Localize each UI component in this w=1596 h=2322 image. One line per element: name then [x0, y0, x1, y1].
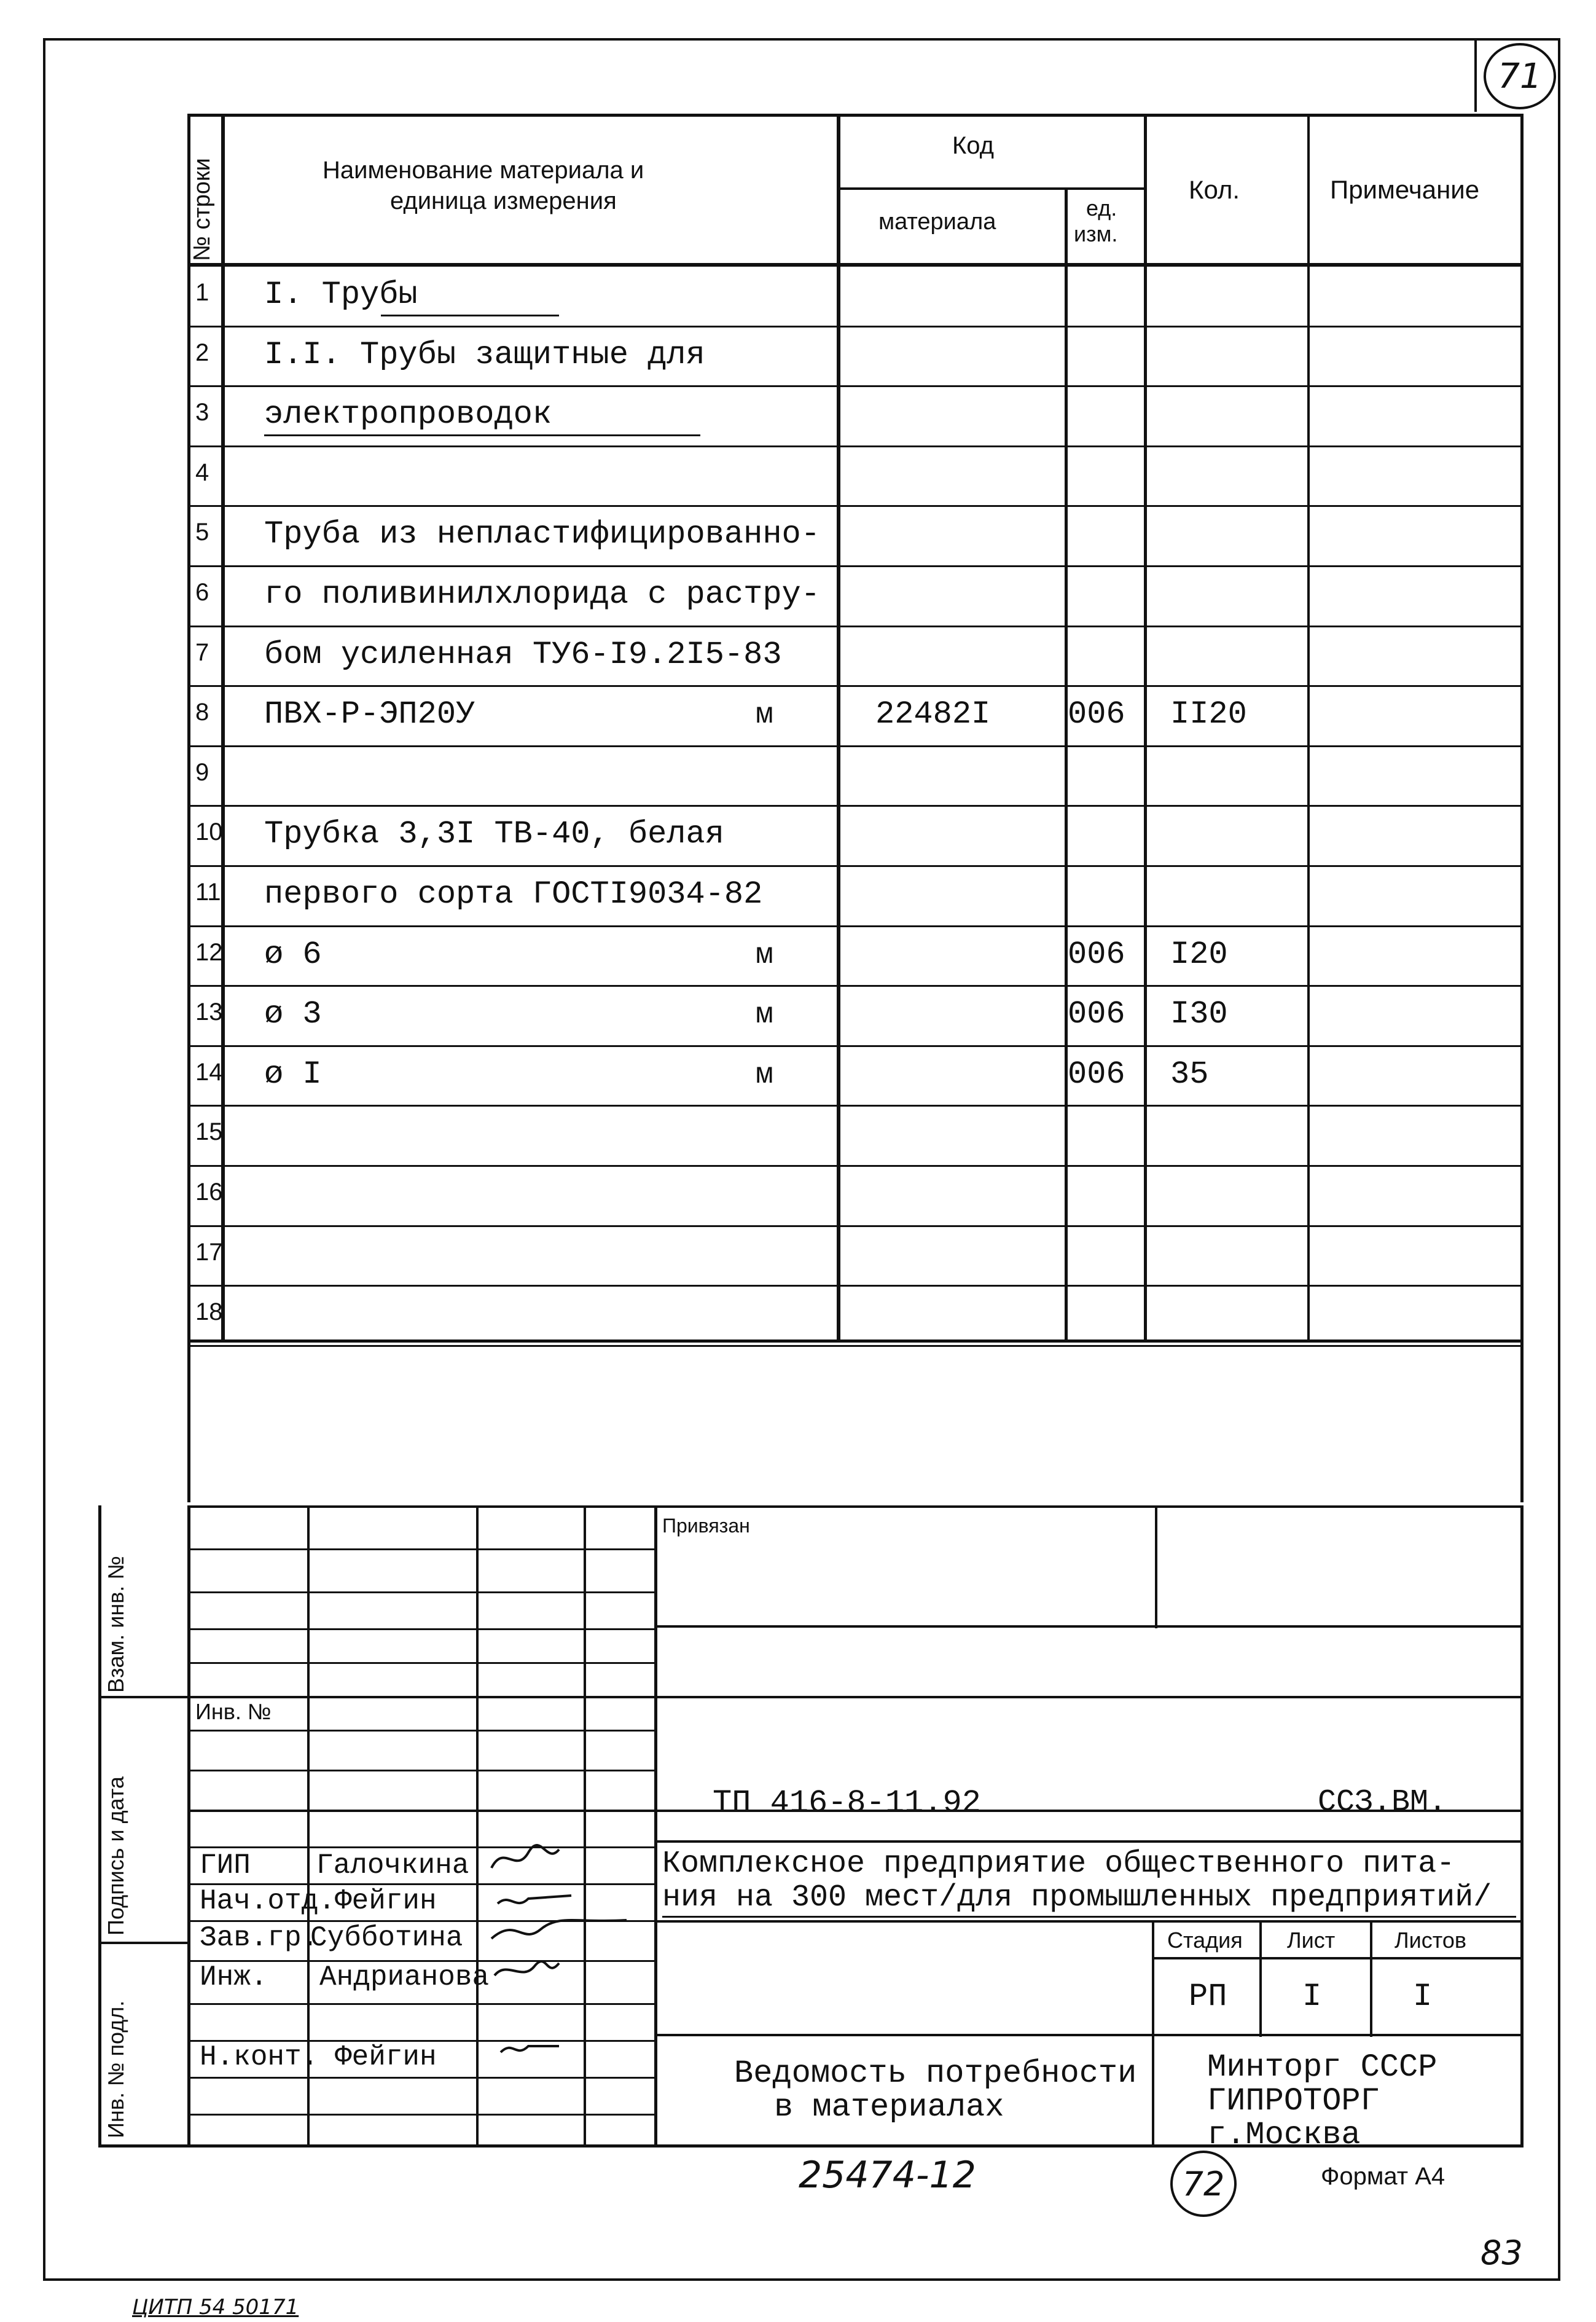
stamp-right: [1520, 1505, 1524, 2147]
table-top: [187, 114, 1524, 117]
row-divider: [187, 1045, 1524, 1047]
row-divider: [187, 445, 1524, 447]
table-body-bottom: [187, 1339, 1524, 1343]
stamp-col4: [654, 1505, 657, 2147]
privyazan-label: Привязан: [662, 1515, 750, 1537]
signer-name-zav: Субботина: [310, 1922, 463, 1954]
row-unit: м: [756, 939, 773, 972]
row-divider: [187, 1165, 1524, 1167]
row-number: 2: [195, 339, 209, 366]
row-qty: II20: [1170, 696, 1247, 732]
format-label: Формат А4: [1321, 2163, 1445, 2190]
org-line1: Минторг СССР: [1207, 2049, 1438, 2085]
privyazan-bottom: [654, 1625, 1524, 1628]
row-number: 3: [195, 399, 209, 426]
grid-h15: [187, 2077, 657, 2079]
row-name: ø 3: [264, 996, 322, 1032]
code-row-bottom: [654, 1840, 1524, 1843]
signatures-graphic: [479, 1837, 639, 2058]
page-number-top: 71: [1484, 43, 1556, 109]
row-number: 8: [195, 699, 209, 726]
row-material-code: 22482I: [875, 696, 991, 732]
stamp-top-line: [187, 1505, 1524, 1508]
signer-name-gip: Галочкина: [316, 1849, 469, 1881]
row-qty: 35: [1170, 1056, 1209, 1092]
col-num-line: [221, 114, 225, 1341]
row-unit: м: [756, 998, 773, 1032]
row-divider: [187, 505, 1524, 507]
row-number: 1: [195, 279, 209, 306]
header-name-line1: Наименование материала и: [323, 157, 644, 184]
row-number: 14: [195, 1059, 223, 1086]
row-divider: [187, 626, 1524, 627]
row-number: 18: [195, 1298, 223, 1325]
header-unit-code-2: изм.: [1074, 221, 1118, 246]
frame-bottom: [43, 2278, 1560, 2281]
row-number: 15: [195, 1118, 223, 1145]
sheets-value: I: [1413, 1979, 1433, 2015]
row-name: ø I: [264, 1056, 322, 1092]
row-number: 7: [195, 639, 209, 666]
stage-col-mid: [1259, 1920, 1262, 2037]
doc-suffix: ССЗ.ВМ.: [1318, 1785, 1447, 1820]
row-divider: [187, 326, 1524, 328]
stamp-left: [98, 1505, 101, 2147]
row-divider: [187, 1225, 1524, 1227]
grid-h7: [187, 1770, 657, 1771]
header-row-number: № строки: [189, 158, 215, 261]
project-line2: ния на 300 мест/для промышленных предприятий/: [662, 1880, 1492, 1915]
signer-role-nkont: Н.конт.: [200, 2041, 319, 2073]
privyazan-divider: [1155, 1505, 1157, 1628]
grid-h3: [187, 1628, 657, 1630]
row-name: бом усиленная ТУ6-I9.2I5-83: [264, 637, 782, 673]
grid-h6: [187, 1730, 657, 1732]
row-name: ПВХ-Р-ЭП20У: [264, 696, 475, 732]
row-name: Трубка 3,3I ТВ-40, белая: [264, 816, 724, 852]
table-left: [187, 114, 190, 1502]
col-unit-line: [1065, 187, 1068, 1341]
row-number: 9: [195, 759, 209, 786]
side-label-inv-podl: Инв. № подл.: [103, 2000, 128, 2138]
project-line1: Комплексное предприятие общественного пита-: [662, 1846, 1455, 1881]
col-note-line: [1307, 114, 1310, 1341]
signer-name-nach: Фейгин: [335, 1885, 437, 1917]
doc-title-line2: в материалах: [774, 2089, 1004, 2125]
heading-underline: [264, 434, 700, 436]
row-number: 6: [195, 579, 209, 606]
header-bottom: [187, 263, 1524, 267]
signer-role-zav: Зав.гр.: [200, 1922, 319, 1954]
grid-h5: [187, 1696, 1524, 1698]
row-name: I. Трубы: [264, 277, 418, 313]
row-unit-code: 006: [1068, 696, 1125, 732]
row-number: 17: [195, 1239, 223, 1266]
row-divider: [187, 925, 1524, 927]
code-split: [839, 187, 1146, 190]
title-underline: [381, 315, 559, 316]
row-divider: [187, 685, 1524, 687]
row-divider: [187, 985, 1524, 987]
stamp-side-divider2: [98, 1942, 190, 1944]
signer-role-gip: ГИП: [200, 1849, 251, 1881]
row-divider: [187, 745, 1524, 747]
grid-h16: [187, 2114, 657, 2116]
col-material-line: [837, 114, 840, 1341]
row-name: первого сорта ГОСТI9034-82: [264, 876, 763, 912]
row-unit-code: 006: [1068, 1056, 1125, 1092]
stage-head-top: [1152, 1920, 1520, 1923]
grid-h1: [187, 1548, 657, 1550]
project-underline: [662, 1916, 1516, 1918]
corner-number: 83: [1481, 2234, 1523, 2272]
row-qty: I20: [1170, 936, 1228, 973]
sheet-value: I: [1302, 1979, 1322, 2015]
signer-role-inzh: Инж.: [200, 1961, 268, 1993]
stamp-col2: [476, 1505, 479, 2147]
row-name: ø 6: [264, 936, 322, 973]
table-right: [1520, 114, 1524, 1502]
side-label-podpis: Подпись и дата: [103, 1776, 128, 1936]
row-name: го поливинилхлорида с растру-: [264, 576, 820, 613]
row-name: электропроводок: [264, 396, 552, 433]
signer-name-inzh: Андрианова: [319, 1961, 490, 1993]
row-number: 11: [195, 879, 221, 906]
stage-row-bottom: [654, 2034, 1524, 2036]
grid-h2: [187, 1591, 657, 1593]
row-name: I.I. Трубы защитные для: [264, 337, 705, 373]
stamp-inner-left: [187, 1505, 190, 2147]
col-qty-line: [1144, 114, 1147, 1341]
row-unit-code: 006: [1068, 996, 1125, 1032]
row-number: 4: [195, 459, 209, 486]
org-line3: г.Москва: [1207, 2117, 1361, 2153]
row-number: 13: [195, 998, 223, 1026]
stamp-side-divider1: [98, 1696, 190, 1698]
row-qty: I30: [1170, 996, 1228, 1032]
header-qty: Кол.: [1189, 175, 1240, 204]
header-name-line2: единица измерения: [390, 187, 617, 214]
header-unit-code-1: ед.: [1086, 195, 1117, 221]
doc-title-line1: Ведомость потребности: [734, 2055, 1137, 2092]
stage-col-left: [1152, 1920, 1154, 2147]
sheet-label: Лист: [1287, 1928, 1336, 1953]
page-number-bottom: 72: [1170, 2151, 1237, 2217]
row-divider: [187, 865, 1524, 867]
header-note: Примечание: [1330, 175, 1480, 204]
signer-name-nkont: Фейгин: [335, 2041, 437, 2073]
side-label-vzam: Взам. инв. №: [103, 1555, 128, 1693]
page-number-box-left: [1474, 38, 1477, 112]
frame-left: [43, 38, 45, 2281]
stage-col-right: [1370, 1920, 1372, 2037]
row-number: 16: [195, 1179, 223, 1206]
footer-number: 25474-12: [799, 2154, 976, 2197]
sheets-label: Листов: [1395, 1928, 1466, 1953]
frame-right: [1558, 38, 1560, 2281]
row-number: 12: [195, 939, 223, 966]
row-divider: [187, 1285, 1524, 1287]
row-divider: [187, 1105, 1524, 1107]
row-divider: [187, 805, 1524, 807]
row-divider: [187, 565, 1524, 567]
grid-h4: [187, 1662, 657, 1664]
row-number: 10: [195, 818, 223, 845]
row-name: Труба из непластифицированно-: [264, 516, 820, 552]
row-unit-code: 006: [1068, 936, 1125, 973]
row-unit: м: [756, 699, 773, 732]
row-unit: м: [756, 1059, 773, 1092]
header-material: материала: [878, 209, 996, 235]
header-code: Код: [952, 132, 995, 159]
frame-top: [43, 38, 1560, 41]
stage-head-bottom: [1152, 1957, 1520, 1959]
inv-no-label: Инв. №: [195, 1699, 272, 1724]
row-number: 5: [195, 519, 209, 546]
doc-code: ТП 416-8-11.92: [713, 1785, 981, 1821]
bottom-left-code: ЦИТП 54 50171: [132, 2295, 299, 2320]
stage-label: Стадия: [1167, 1928, 1243, 1953]
row-divider: [187, 1345, 1524, 1347]
stage-value: РП: [1189, 1979, 1227, 2015]
row-divider: [187, 385, 1524, 387]
signer-role-nach: Нач.отд.: [200, 1885, 335, 1917]
org-line2: ГИПРОТОРГ: [1207, 2083, 1380, 2119]
